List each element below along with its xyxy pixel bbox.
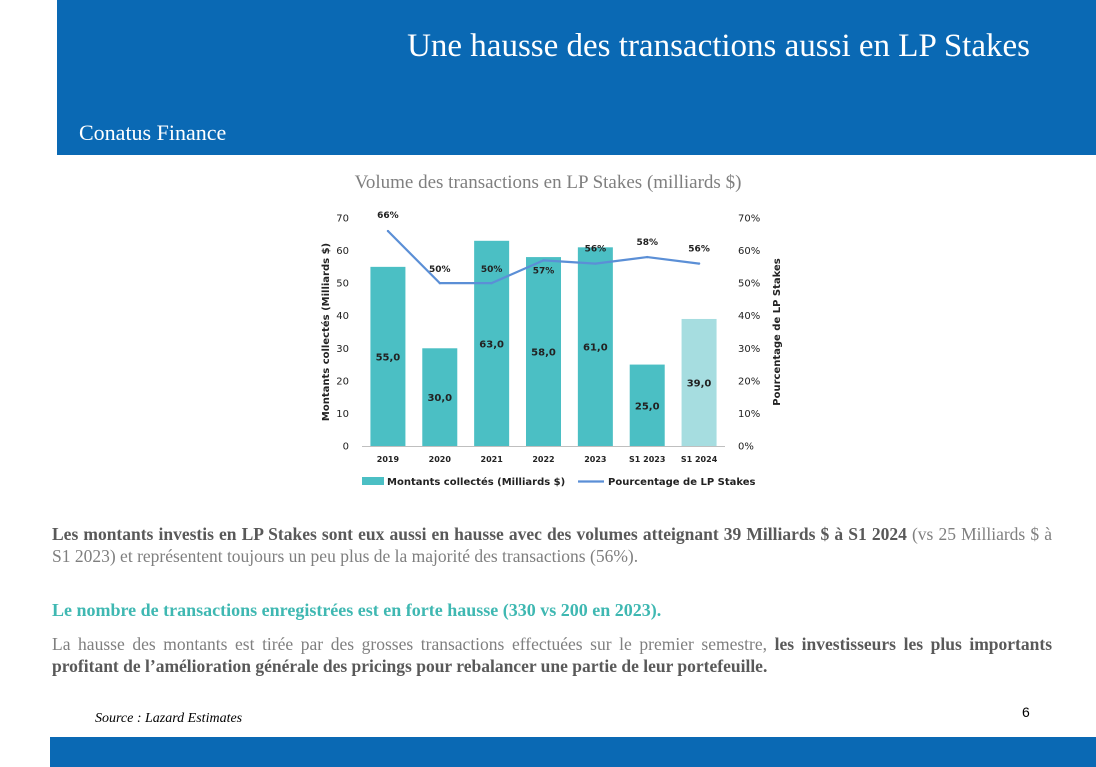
paragraph-volumes-rest: (vs 25 Milliards $ à S1 2023) et représentent toujours un peu plus de la majorité des transactions (56%). bbox=[52, 524, 1052, 566]
footer-bar bbox=[50, 737, 1096, 767]
bar-value-label: 39,0 bbox=[686, 378, 712, 390]
chart bbox=[310, 200, 790, 495]
y-axis-title: Montants collectés (Milliards $) bbox=[321, 242, 332, 422]
y2-tick-label: 0% bbox=[738, 441, 754, 453]
x-tick-label: S1 2023 bbox=[629, 455, 666, 464]
line-point bbox=[439, 282, 441, 284]
legend-line-label: Pourcentage de LP Stakes bbox=[608, 477, 756, 488]
line-value-label: 50% bbox=[429, 265, 451, 276]
line-value-label: 56% bbox=[688, 244, 710, 255]
line-value-label: 50% bbox=[480, 265, 503, 276]
paragraph-transactions: Le nombre de transactions enregistrées est en forte hausse (330 vs 200 en 2023). bbox=[52, 600, 662, 620]
y-tick-label: 0 bbox=[342, 441, 349, 453]
paragraph-drivers-bold: les investisseurs les plus importants profitant de l’amélioration générale des pricings pour rebalancer une partie de leur portefeuille. bbox=[52, 634, 1053, 676]
paragraph-volumes bbox=[52, 523, 1052, 567]
line-value-label: 66% bbox=[377, 211, 399, 222]
x-tick-label: 2020 bbox=[428, 455, 451, 464]
bar-value-label: 55,0 bbox=[375, 352, 401, 364]
chart-title: Volume des transactions en LP Stakes (milliards $) bbox=[354, 172, 742, 193]
y2-axis-title: Pourcentage de LP Stakes bbox=[772, 258, 783, 406]
legend-bar-swatch bbox=[362, 477, 384, 485]
y-tick-label: 30 bbox=[336, 343, 349, 355]
line-point bbox=[646, 256, 648, 258]
line-value-label: 58% bbox=[636, 238, 658, 249]
y2-tick-label: 70% bbox=[738, 213, 761, 225]
y2-tick-label: 20% bbox=[738, 376, 761, 388]
line-point bbox=[542, 259, 544, 261]
y-tick-label: 60 bbox=[336, 246, 349, 258]
y2-tick-label: 40% bbox=[738, 311, 761, 323]
paragraph-drivers bbox=[52, 633, 1052, 677]
page-number: 6 bbox=[1022, 704, 1030, 720]
bar-value-label: 63,0 bbox=[479, 339, 504, 351]
y-tick-label: 20 bbox=[336, 376, 349, 388]
y2-tick-label: 30% bbox=[738, 343, 761, 355]
y-tick-label: 50 bbox=[336, 278, 349, 290]
x-tick-label: S1 2024 bbox=[680, 455, 718, 464]
header-banner bbox=[57, 0, 1096, 155]
y-tick-label: 70 bbox=[336, 213, 349, 225]
legend-bar-label: Montants collectés (Milliards $) bbox=[387, 477, 566, 488]
line-value-label: 57% bbox=[532, 266, 555, 277]
page-title: Une hausse des transactions aussi en LP Stakes bbox=[407, 28, 1030, 64]
paragraph-volumes-bold: Les montants investis en LP Stakes sont eux aussi en hausse avec des volumes atteignant 39 Milliards $ à S1 2024 bbox=[52, 524, 907, 544]
bar-value-label: 30,0 bbox=[427, 393, 453, 405]
x-tick-label: 2021 bbox=[480, 455, 503, 464]
source-note: Source : Lazard Estimates bbox=[95, 711, 243, 726]
bar-value-label: 58,0 bbox=[531, 347, 556, 359]
line-point bbox=[490, 282, 492, 284]
y-tick-label: 10 bbox=[336, 408, 349, 420]
line-point bbox=[387, 230, 389, 232]
paragraph-drivers-normal: La hausse des montants est tirée par des grosses transactions effectuées sur le premier semestre, bbox=[52, 634, 775, 654]
x-tick-label: 2019 bbox=[376, 455, 400, 464]
x-tick-label: 2022 bbox=[532, 455, 555, 464]
y2-tick-label: 50% bbox=[738, 278, 761, 290]
page-subtitle: Conatus Finance bbox=[79, 120, 227, 145]
x-tick-label: 2023 bbox=[584, 455, 607, 464]
y2-tick-label: 10% bbox=[738, 408, 761, 420]
line-point bbox=[594, 262, 596, 264]
bar-value-label: 25,0 bbox=[634, 401, 660, 413]
line-value-label: 56% bbox=[584, 244, 607, 255]
bar-value-label: 61,0 bbox=[583, 342, 608, 354]
y2-tick-label: 60% bbox=[738, 246, 761, 258]
line-point bbox=[698, 262, 700, 264]
y-tick-label: 40 bbox=[336, 311, 349, 323]
